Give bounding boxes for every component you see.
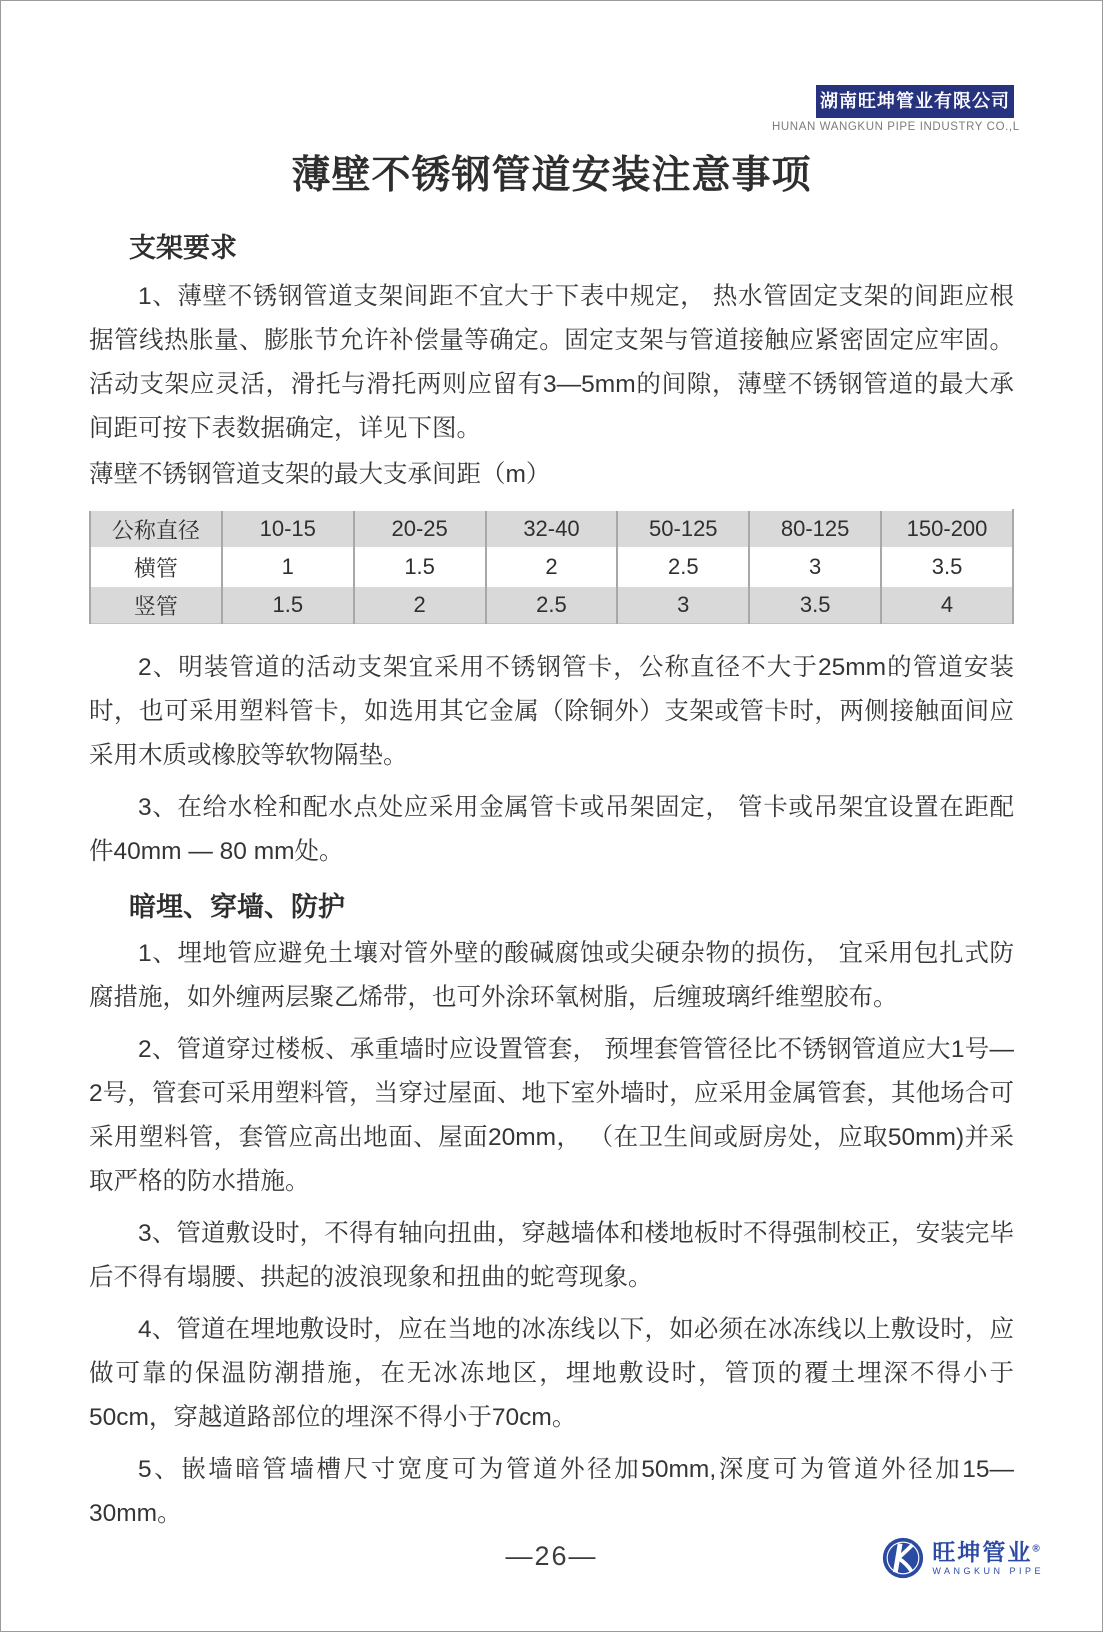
support-paragraph-1: 1、薄壁不锈钢管道支架间距不宜大于下表中规定， 热水管固定支架的间距应根据管线热胀量、膨胀节允许补偿量等确定。固定支架与管道接触应紧密固定应牢固。活动支架应灵活，滑托与滑托两则应留有3—5mm的间隙，薄壁不锈钢管道的最大承间距可按下表数据确定，详见下图。 <box>89 283 1014 442</box>
table-row <box>90 586 1013 624</box>
support-paragraph-2: 2、明装管道的活动支架宜采用不锈钢管卡，公称直径不大于25mm的管道安装时，也可采用塑料管卡，如选用其它金属（除铜外）支架或管卡时，两侧接触面间应采用木质或橡胶等软物隔垫。 <box>89 654 1014 769</box>
table-cell: 1.5 <box>222 586 354 624</box>
table-cell: 2.5 <box>486 586 618 624</box>
table-cell: 1.5 <box>354 548 486 586</box>
wangkun-logo-icon <box>880 1535 926 1581</box>
table-header-cell: 80-125 <box>749 510 881 548</box>
table-row <box>90 548 1013 586</box>
table-header-cell: 20-25 <box>354 510 486 548</box>
table-cell: 3.5 <box>749 586 881 624</box>
footer-logo-en: WANGKUN PIPE <box>932 1565 1044 1576</box>
table-cell: 竖管 <box>90 586 222 624</box>
company-header <box>772 85 1020 133</box>
table-header-row <box>90 510 1013 548</box>
table-cell: 3 <box>617 586 749 624</box>
table-cell: 2 <box>486 548 618 586</box>
table-header-cell: 10-15 <box>222 510 354 548</box>
page-footer <box>1 1535 1102 1595</box>
footer-logo-cn: 旺坤管业® <box>932 1538 1042 1565</box>
table-cell: 1 <box>222 548 354 586</box>
registered-mark: ® <box>1032 1542 1042 1554</box>
table-cell: 2.5 <box>617 548 749 586</box>
protection-paragraph-1: 1、埋地管应避免土壤对管外壁的酸碱腐蚀或尖硬杂物的损伤， 宜采用包扎式防腐措施，如外缠两层聚乙烯带，也可外涂环氧树脂，后缠玻璃纤维塑胶布。 <box>89 940 1014 1011</box>
table-cell: 3 <box>749 548 881 586</box>
footer-logo-text <box>932 1538 1044 1576</box>
table-header-cell: 50-125 <box>617 510 749 548</box>
table-header-cell: 150-200 <box>881 510 1013 548</box>
table-cell: 横管 <box>90 548 222 586</box>
page-number: —26— <box>505 1541 598 1571</box>
protection-paragraph-3: 3、管道敷设时，不得有轴向扭曲，穿越墙体和楼地板时不得强制校正，安装完毕后不得有塌腰、拱起的波浪现象和扭曲的蛇弯现象。 <box>89 1220 1014 1291</box>
protection-paragraph-2: 2、管道穿过楼板、承重墙时应设置管套， 预埋套管管径比不锈钢管道应大1号—2号，管套可采用塑料管，当穿过屋面、地下室外墙时，应采用金属管套，其他场合可采用塑料管，套管应高出地面、屋面20mm， （在卫生间或厨房处，应取50mm)并采取严格的防水措施。 <box>89 1036 1014 1195</box>
section-heading-protection: 暗埋、穿墙、防护 <box>129 892 345 922</box>
footer-logo <box>880 1535 1044 1581</box>
table-caption: 薄壁不锈钢管道支架的最大支承间距（m） <box>89 461 551 488</box>
page-title: 薄壁不锈钢管道安装注意事项 <box>291 154 812 197</box>
document-body <box>1 1 1102 1536</box>
table-header-cell: 32-40 <box>486 510 618 548</box>
table-cell: 3.5 <box>881 548 1013 586</box>
table-cell: 4 <box>881 586 1013 624</box>
section-heading-support: 支架要求 <box>129 233 237 263</box>
support-paragraph-3: 3、在给水栓和配水点处应采用金属管卡或吊架固定， 管卡或吊架宜设置在距配件40mm — 80 mm处。 <box>89 794 1014 865</box>
table-cell: 2 <box>354 586 486 624</box>
table-header-cell: 公称直径 <box>90 510 222 548</box>
company-name-english: HUNAN WANGKUN PIPE INDUSTRY CO.,L <box>772 121 1020 133</box>
protection-paragraph-4: 4、管道在埋地敷设时，应在当地的冰冻线以下，如必须在冰冻线以上敷设时，应做可靠的保温防潮措施，在无冰冻地区，埋地敷设时，管顶的覆土埋深不得小于50cm，穿越道路部位的埋深不得小于70cm。 <box>89 1316 1014 1431</box>
support-spacing-table <box>89 509 1014 624</box>
protection-paragraph-5: 5、嵌墙暗管墙槽尺寸宽度可为管道外径加50mm,深度可为管道外径加15—30mm。 <box>89 1456 1015 1527</box>
company-name-banner: 湖南旺坤管业有限公司 <box>816 85 1014 118</box>
